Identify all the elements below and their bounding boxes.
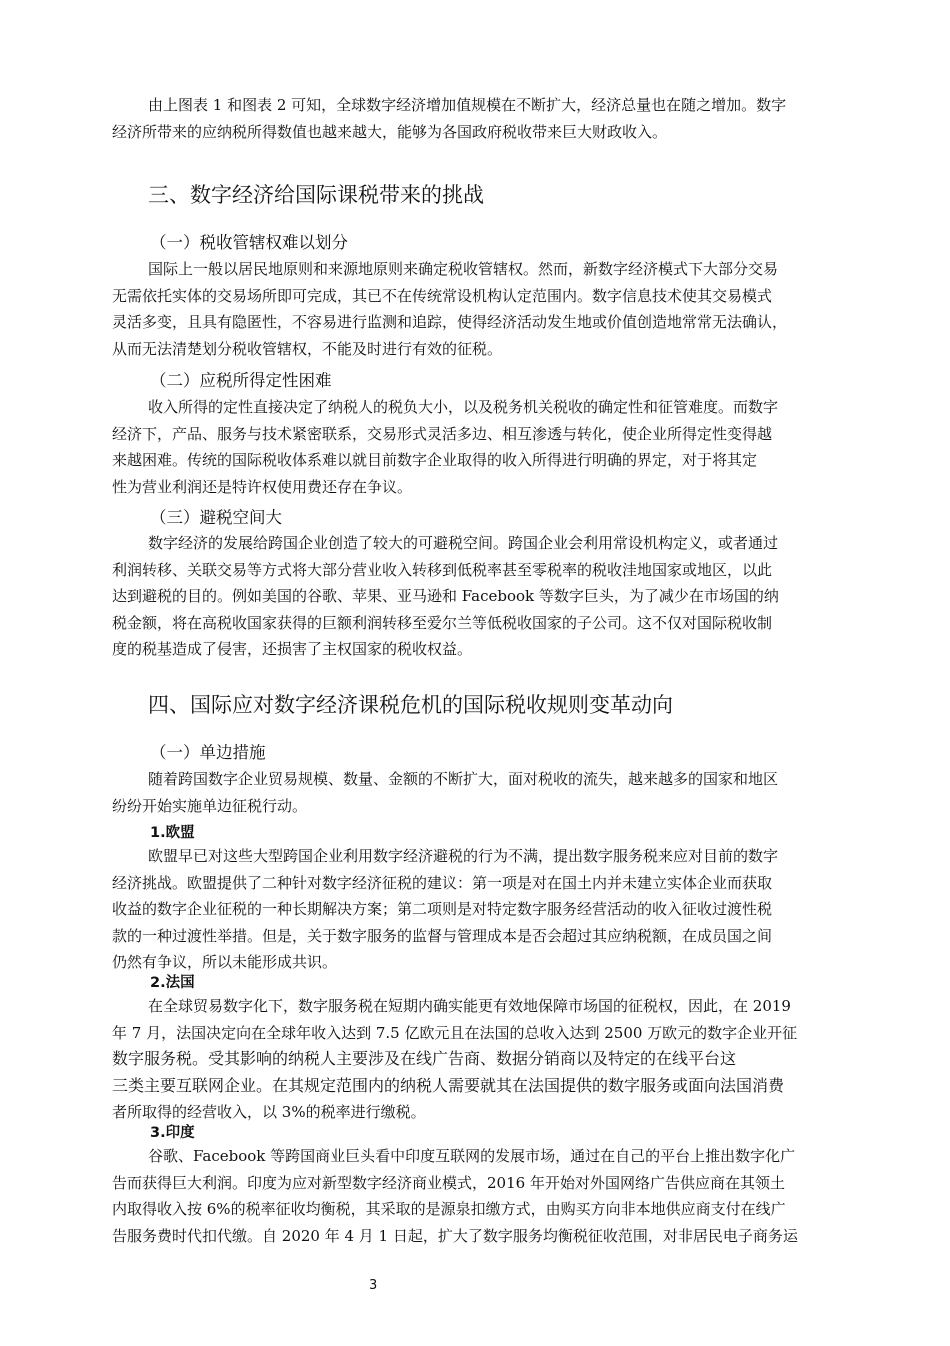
paragraph [112, 843, 860, 976]
text-line: 度的税基造成了侵害，还损害了主权国家的税收权益。 [112, 640, 473, 658]
text-line: 无需依托实体的交易场所即可完成，其已不在传统常设机构认定范围内。数字信息技术使其交易模式 [112, 286, 773, 305]
text-line: 三类主要互联网企业。在其规定范围内的纳税人需要就其在法国提供的数字服务或面向法国消费 [112, 1075, 785, 1095]
intro-paragraph [112, 92, 860, 145]
paragraph [112, 766, 860, 819]
text-line: 国际上一般以居民地原则和来源地原则来确定税收管辖权。然而，新数字经济模式下大部分交易 [148, 260, 779, 278]
text-line: 达到避税的目的。例如美国的谷歌、苹果、亚马逊和 Facebook 等数字巨头，为了减少在市场国的纳 [112, 587, 779, 605]
item-heading: 2.法国 [150, 975, 195, 991]
text-line: 内取得收入按 6%的税率征收均衡税，其采取的是源泉扣缴方式，由购买方向非本地供应商支付在线广 [112, 1200, 786, 1218]
text-line: 性为营业利润还是特许权使用费还存在争议。 [112, 477, 413, 496]
text-line: 告服务费时代扣代缴。自 2020 年 4 月 1 日起，扩大了数字服务均衡税征收范围，对非居民电子商务运 [112, 1226, 798, 1245]
text-line: 灵活多变，且具有隐匿性，不容易进行监测和追踪，使得经济活动发生地或价值创造地常常无法确认， [112, 313, 788, 331]
text-line: 收入所得的定性直接决定了纳税人的税负大小，以及税务机关税收的确定性和征管难度。而数字 [148, 398, 779, 416]
text-line: 纷纷开始实施单边征税行动。 [112, 796, 308, 815]
section-heading: 三、数字经济给国际课税带来的挑战 [148, 183, 484, 207]
text-line: 收益的数字企业征税的一种长期解决方案；第二项则是对特定数字服务经营活动的收入征收过渡性税 [112, 900, 773, 918]
text-line: 数字服务税。受其影响的纳税人主要涉及在线广告商、数据分销商以及特定的在线平台这 [112, 1049, 737, 1068]
section-heading: 四、国际应对数字经济课税危机的国际税收规则变革动向 [148, 693, 673, 717]
subsection-heading: （一）税收管辖权难以划分 [150, 233, 348, 252]
text-line: 经济下，产品、服务与技术紧密联系，交易形式灵活多边、相互渗透与转化，使企业所得定性变得越 [112, 424, 773, 443]
page-number: 3 [369, 1278, 378, 1293]
subsection-heading: （二）应税所得定性困难 [150, 371, 332, 390]
text-line: 谷歌、Facebook 等跨国商业巨头看中印度互联网的发展市场，通过在自己的平台上推出数字化广 [148, 1147, 796, 1165]
text-line: 欧盟早已对这些大型跨国企业利用数字经济避税的行为不满，提出数字服务税来应对目前的数字 [148, 847, 779, 865]
text-line: 年 7 月，法国决定向在全球年收入达到 7.5 亿欧元且在法国的总收入达到 2500 万欧元的数字企业开征 [112, 1023, 798, 1042]
item-heading: 1.欧盟 [150, 825, 195, 841]
paragraph [112, 394, 860, 500]
text-line: 数字经济的发展给跨国企业创造了较大的可避税空间。跨国企业会利用常设机构定义，或者通过 [148, 534, 779, 552]
paragraph [112, 993, 860, 1126]
paragraph [112, 1143, 860, 1249]
text-line: 仍然有争议，所以未能形成共识。 [112, 953, 338, 971]
text-line: 来越困难。传统的国际税收体系难以就目前数字企业取得的收入所得进行明确的界定，对于将其定 [112, 451, 758, 469]
text-line: 从而无法清楚划分税收管辖权，不能及时进行有效的征税。 [112, 339, 503, 358]
text-line: 经济挑战。欧盟提供了二种针对数字经济征税的建议：第一项是对在国土内并未建立实体企业而获取 [112, 873, 773, 892]
subsection-heading: （三）避税空间大 [150, 508, 282, 527]
text-line: 款的一种过渡性举措。但是，关于数字服务的监督与管理成本是否会超过其应纳税额，在成员国之间 [112, 926, 773, 945]
subsection-heading: （一）单边措施 [150, 743, 266, 762]
text-line: 者所取得的经营收入，以 3%的税率进行缴税。 [112, 1103, 426, 1121]
text-line: 在全球贸易数字化下，数字服务税在短期内确实能更有效地保障市场国的征税权，因此，在 2019 [148, 997, 791, 1015]
text-line: 经济所带来的应纳税所得数值也越来越大，能够为各国政府税收带来巨大财政收入。 [112, 122, 668, 141]
text-line: 由上图表 1 和图表 2 可知，全球数字经济增加值规模在不断扩大，经济总量也在随之增加。数字 [148, 96, 787, 114]
item-heading: 3.印度 [150, 1125, 195, 1141]
text-line: 告而获得巨大利润。印度为应对新型数字经济商业模式，2016 年开始对外国网络广告供应商在其领土 [112, 1173, 785, 1192]
text-line: 税金额，将在高税收国家获得的巨额利润转移至爱尔兰等低税收国家的子公司。这不仅对国际税收制 [112, 613, 773, 632]
paragraph [112, 256, 860, 362]
paragraph [112, 530, 860, 663]
text-line: 利润转移、关联交易等方式将大部分营业收入转移到低税率甚至零税率的税收洼地国家或地区，以此 [112, 560, 773, 579]
text-line: 随着跨国数字企业贸易规模、数量、金额的不断扩大，面对税收的流失，越来越多的国家和地区 [148, 770, 779, 788]
